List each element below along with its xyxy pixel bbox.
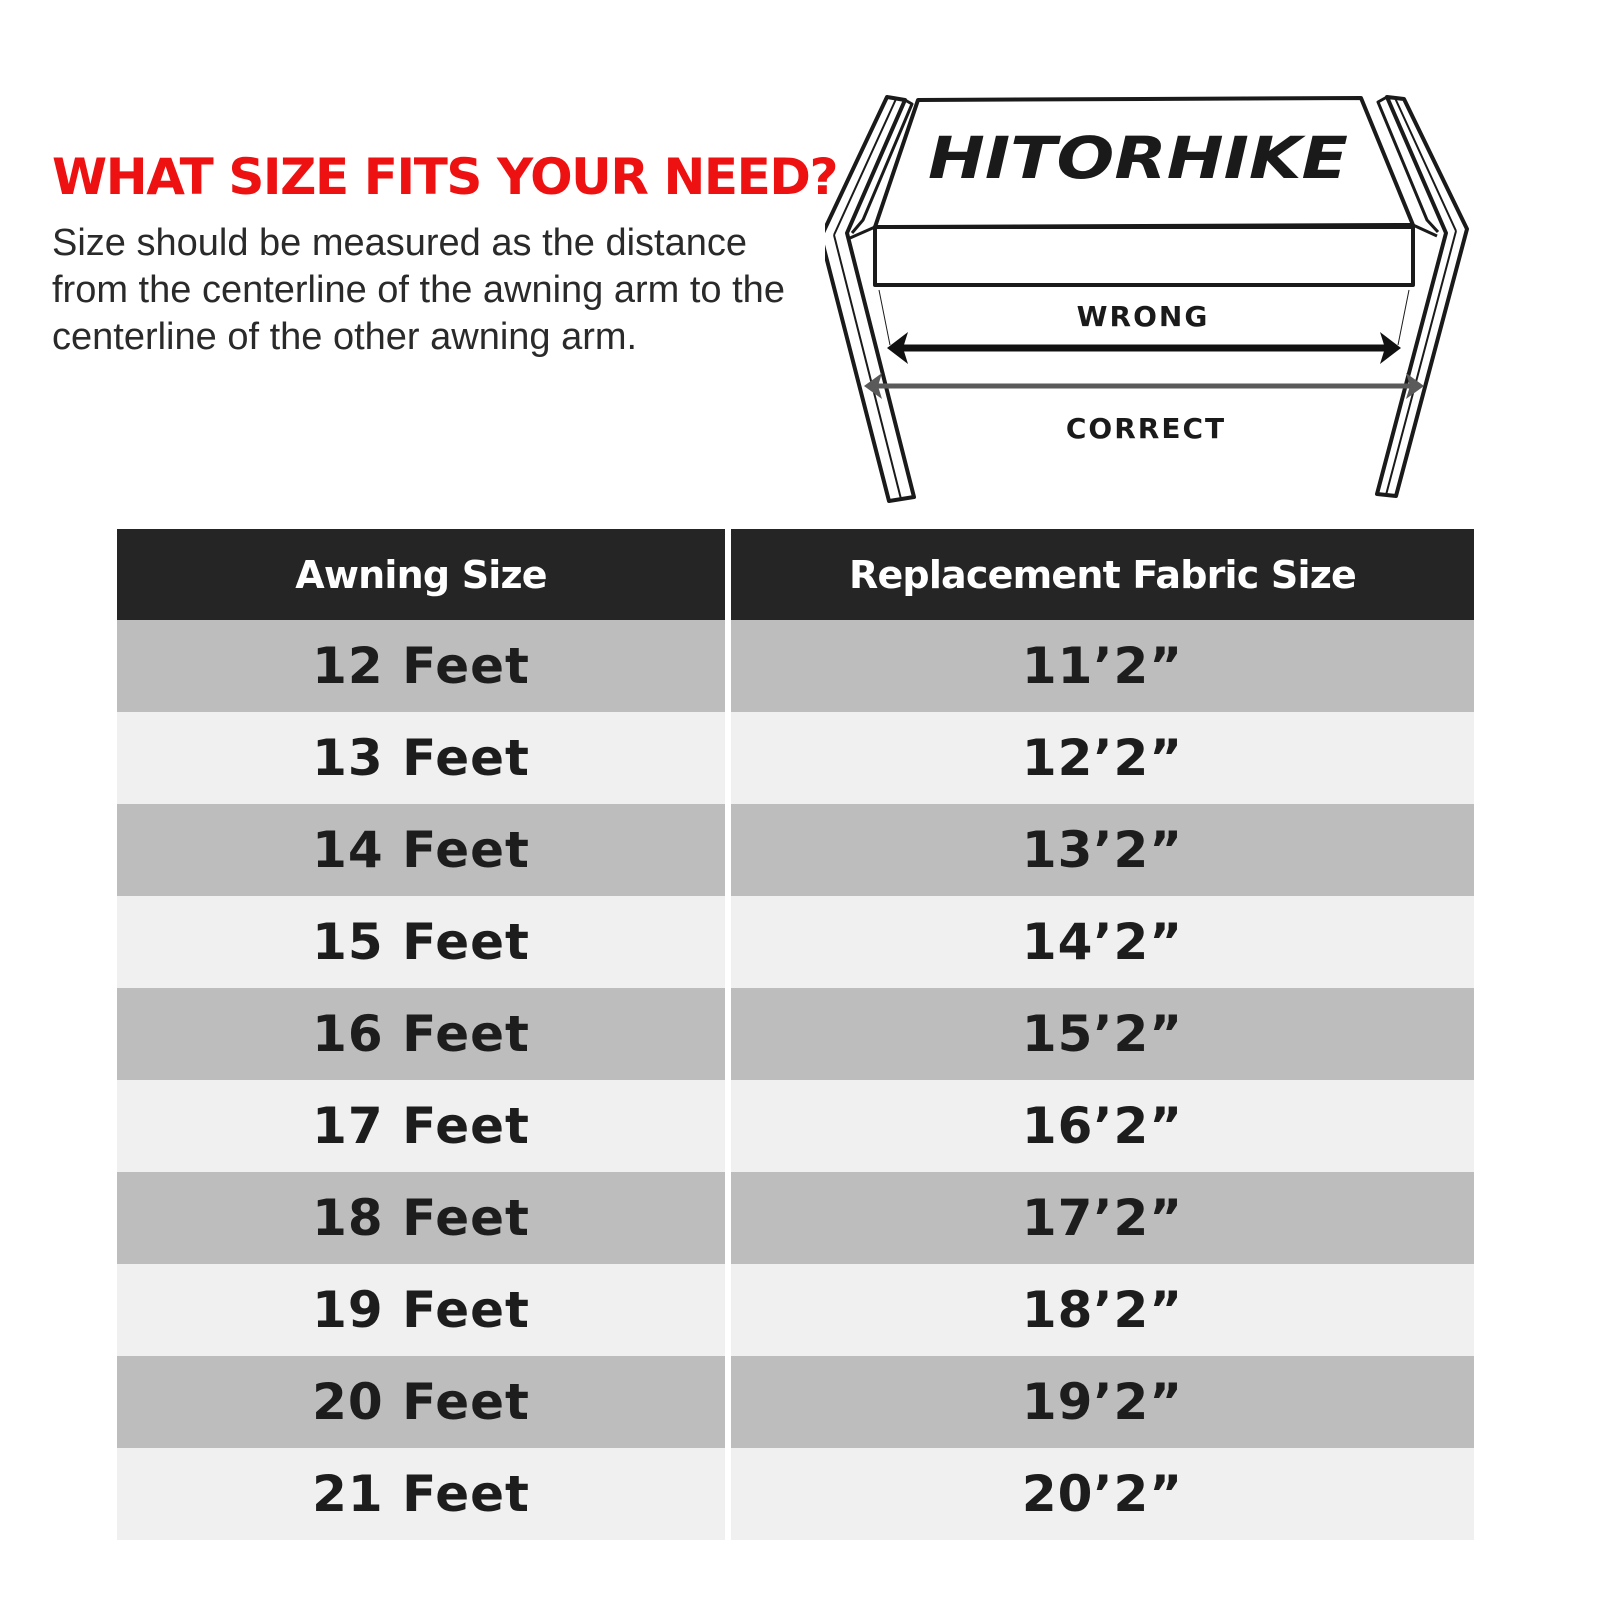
table-row: [117, 712, 1474, 804]
table-header-row: [117, 529, 1474, 620]
fabric-size-cell: 16’2”: [728, 1080, 1474, 1172]
fabric-size-cell: 15’2”: [728, 988, 1474, 1080]
page-title: WHAT SIZE FITS YOUR NEED?: [52, 148, 838, 206]
table-row: [117, 620, 1474, 712]
awning-size-cell: 15 Feet: [117, 896, 728, 988]
wrong-label: WRONG: [1076, 300, 1210, 333]
brand-logo: HITORHIKE: [928, 124, 1348, 192]
measurement-description: Size should be measured as the distance from the centerline of the awning arm to the centerline of the other awning arm.: [52, 222, 785, 358]
correct-measurement-arrow: [864, 373, 1424, 399]
column-header-awning-size: Awning Size: [117, 529, 728, 620]
table-row: [117, 1172, 1474, 1264]
size-chart-table: [117, 529, 1474, 1540]
awning-size-cell: 12 Feet: [117, 620, 728, 712]
awning-measurement-diagram: [825, 90, 1475, 510]
fabric-size-cell: 11’2”: [728, 620, 1474, 712]
correct-label: CORRECT: [1065, 412, 1227, 445]
fabric-size-cell: 14’2”: [728, 896, 1474, 988]
awning-size-cell: 16 Feet: [117, 988, 728, 1080]
table-row: [117, 1264, 1474, 1356]
table-row: [117, 1356, 1474, 1448]
awning-size-cell: 14 Feet: [117, 804, 728, 896]
table-row: [117, 1080, 1474, 1172]
table-row: [117, 896, 1474, 988]
awning-size-cell: 19 Feet: [117, 1264, 728, 1356]
fabric-size-cell: 17’2”: [728, 1172, 1474, 1264]
fabric-size-cell: 19’2”: [728, 1356, 1474, 1448]
column-header-fabric-size: Replacement Fabric Size: [728, 529, 1474, 620]
table-row: [117, 988, 1474, 1080]
wrong-measurement-arrow: [887, 332, 1401, 364]
right-awning-arm: [1377, 97, 1467, 496]
fabric-size-cell: 18’2”: [728, 1264, 1474, 1356]
fabric-size-cell: 13’2”: [728, 804, 1474, 896]
table-row: [117, 804, 1474, 896]
fabric-size-cell: 12’2”: [728, 712, 1474, 804]
awning-size-cell: 18 Feet: [117, 1172, 728, 1264]
awning-size-cell: 20 Feet: [117, 1356, 728, 1448]
awning-size-cell: 21 Feet: [117, 1448, 728, 1540]
fabric-size-cell: 20’2”: [728, 1448, 1474, 1540]
table-row: [117, 1448, 1474, 1540]
awning-size-cell: 13 Feet: [117, 712, 728, 804]
awning-size-cell: 17 Feet: [117, 1080, 728, 1172]
